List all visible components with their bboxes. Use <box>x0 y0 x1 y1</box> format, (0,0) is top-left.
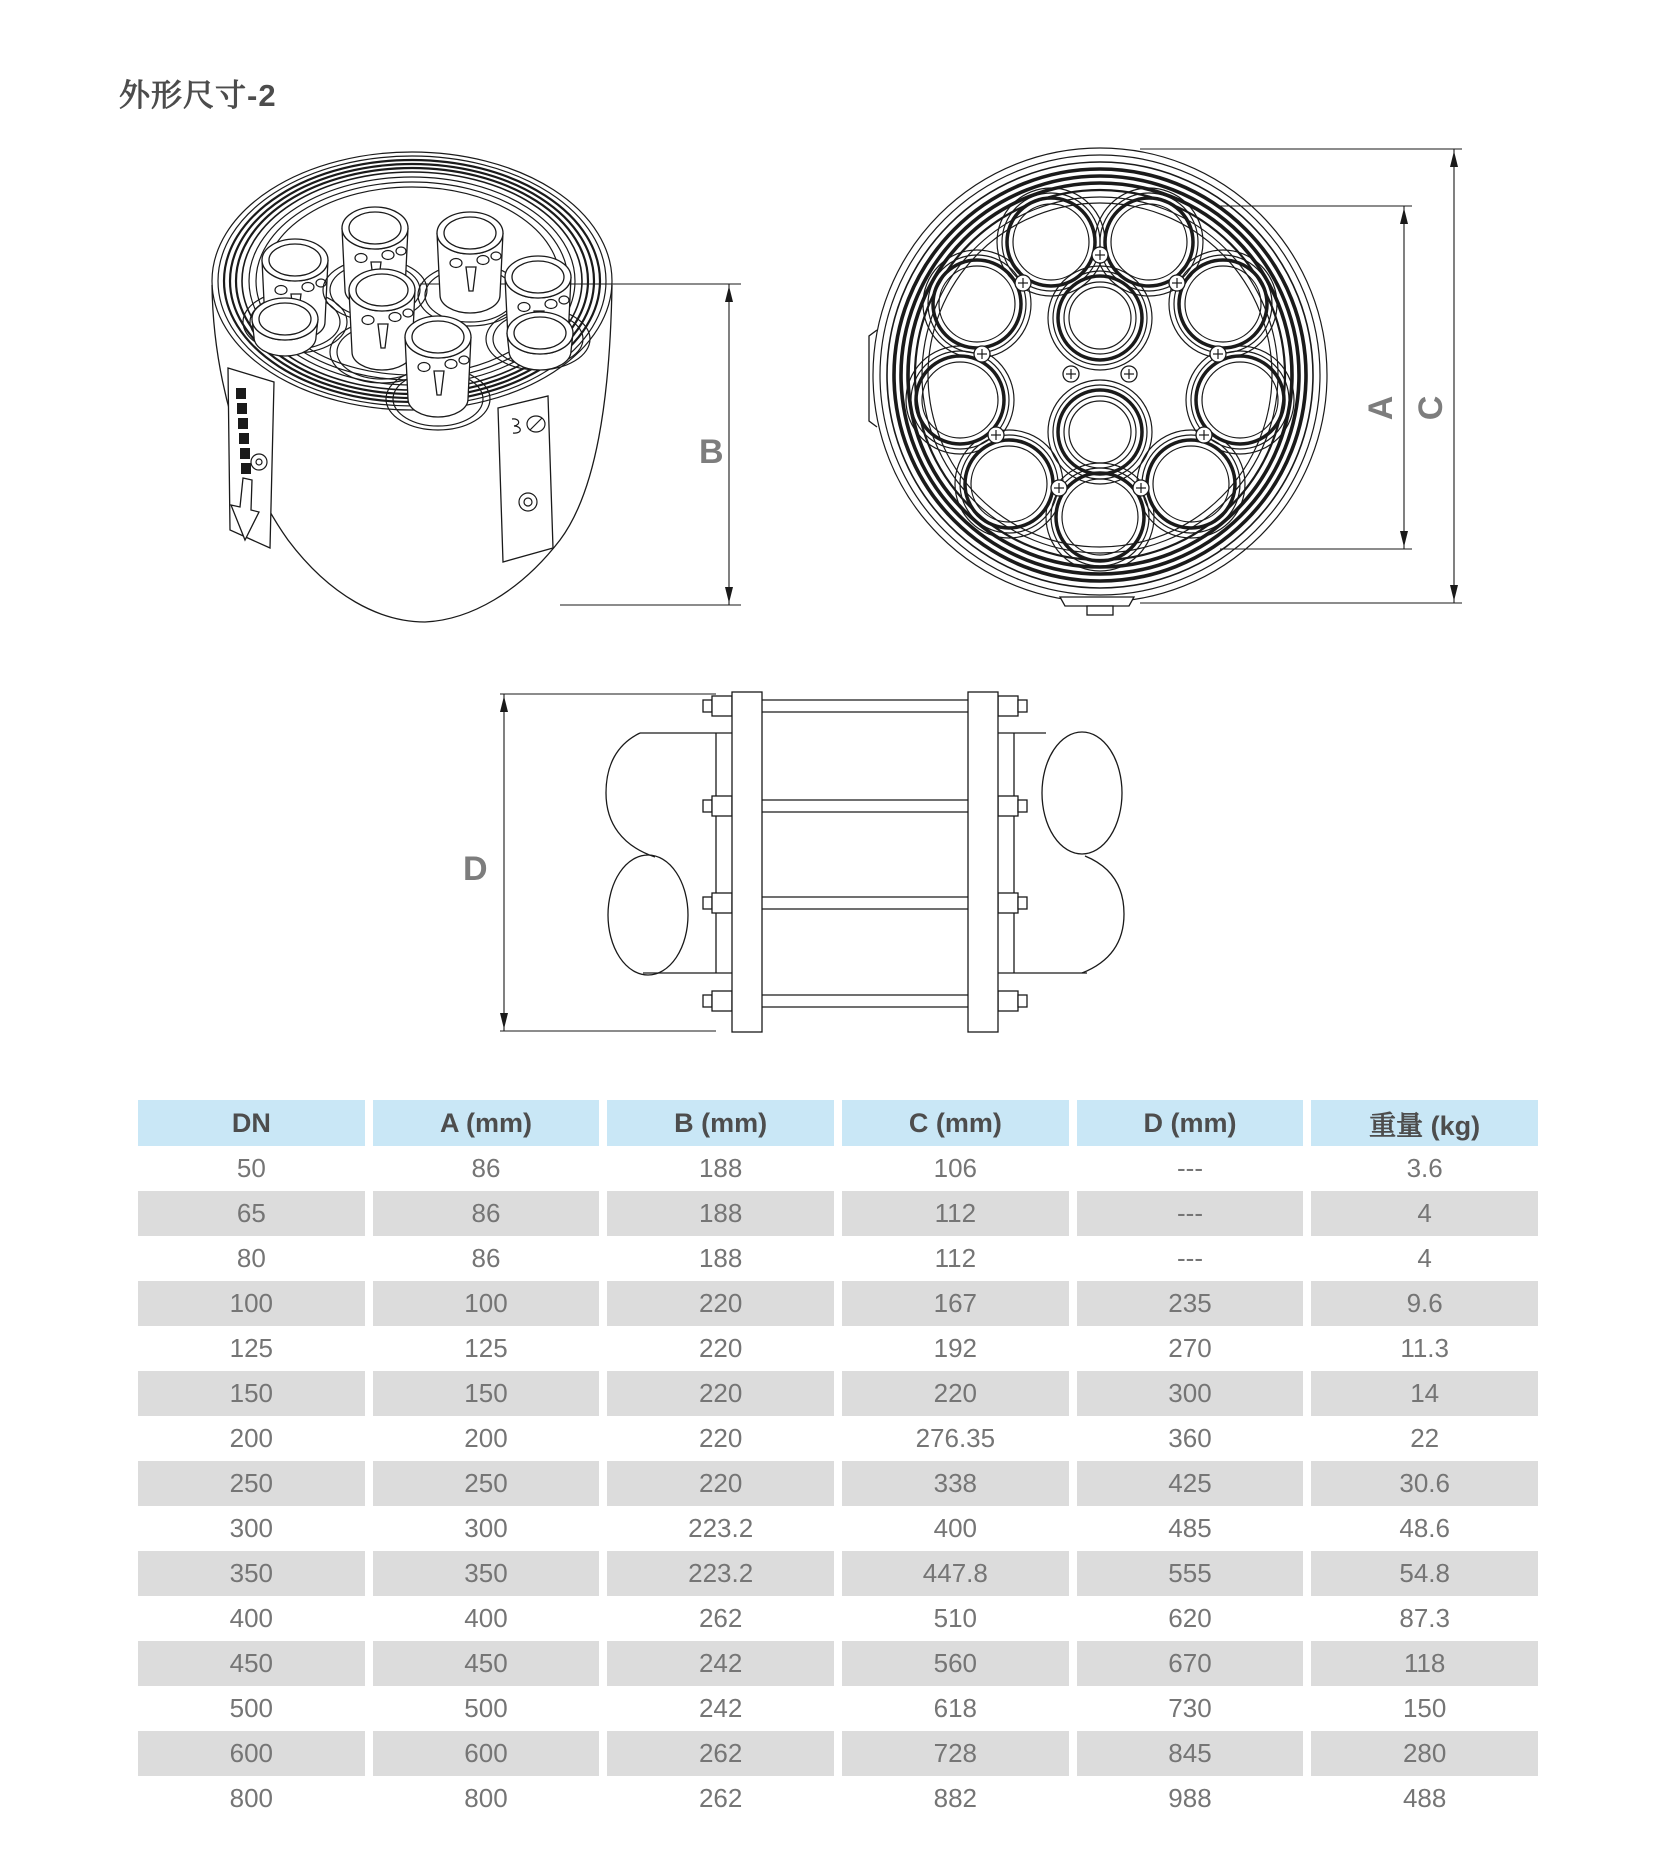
column-header: D (mm) <box>1077 1100 1304 1146</box>
table-cell: 728 <box>842 1731 1069 1776</box>
table-cell: 188 <box>607 1146 834 1191</box>
table-cell: 300 <box>373 1506 600 1551</box>
table-cell: 242 <box>607 1686 834 1731</box>
table-cell: 300 <box>1077 1371 1304 1416</box>
table-cell: 450 <box>373 1641 600 1686</box>
table-cell: 223.2 <box>607 1551 834 1596</box>
dim-label-a: A <box>1362 395 1400 421</box>
table-cell: 150 <box>138 1371 365 1416</box>
table-cell: 250 <box>138 1461 365 1506</box>
table-cell: 220 <box>842 1371 1069 1416</box>
table-cell: --- <box>1077 1191 1304 1236</box>
dimension-b <box>560 284 741 605</box>
table-cell: 845 <box>1077 1731 1304 1776</box>
table-cell: 235 <box>1077 1281 1304 1326</box>
table-cell: 150 <box>1311 1686 1538 1731</box>
table-row <box>138 1191 1538 1236</box>
table-cell: 86 <box>373 1191 600 1236</box>
dimension-spec-table <box>138 1100 1538 1821</box>
table-cell: 125 <box>138 1326 365 1371</box>
table-cell: 223.2 <box>607 1506 834 1551</box>
table-cell: 9.6 <box>1311 1281 1538 1326</box>
table-row <box>138 1416 1538 1461</box>
table-cell: 3.6 <box>1311 1146 1538 1191</box>
table-cell: 192 <box>842 1326 1069 1371</box>
table-cell: 485 <box>1077 1506 1304 1551</box>
table-cell: 450 <box>138 1641 365 1686</box>
table-cell: 270 <box>1077 1326 1304 1371</box>
table-cell: 150 <box>373 1371 600 1416</box>
table-row <box>138 1461 1538 1506</box>
table-cell: 200 <box>138 1416 365 1461</box>
table-cell: 555 <box>1077 1551 1304 1596</box>
table-cell: 280 <box>1311 1731 1538 1776</box>
table-row <box>138 1506 1538 1551</box>
table-cell: 262 <box>607 1731 834 1776</box>
table-row <box>138 1371 1538 1416</box>
table-cell: 262 <box>607 1776 834 1821</box>
table-cell: 112 <box>842 1236 1069 1281</box>
table-row <box>138 1236 1538 1281</box>
table-cell: 400 <box>373 1596 600 1641</box>
table-row <box>138 1776 1538 1821</box>
table-cell: 488 <box>1311 1776 1538 1821</box>
dim-label-d: D <box>463 850 488 888</box>
table-cell: 500 <box>138 1686 365 1731</box>
table-cell: 220 <box>607 1371 834 1416</box>
table-cell: 100 <box>373 1281 600 1326</box>
table-row <box>138 1281 1538 1326</box>
table-cell: 988 <box>1077 1776 1304 1821</box>
table-cell: 800 <box>373 1776 600 1821</box>
table-cell: 400 <box>138 1596 365 1641</box>
table-row <box>138 1641 1538 1686</box>
table-cell: 618 <box>842 1686 1069 1731</box>
table-row <box>138 1596 1538 1641</box>
table-cell: 600 <box>373 1731 600 1776</box>
table-cell: 600 <box>138 1731 365 1776</box>
table-cell: --- <box>1077 1146 1304 1191</box>
table-cell: 100 <box>138 1281 365 1326</box>
table-cell: 360 <box>1077 1416 1304 1461</box>
table-cell: 670 <box>1077 1641 1304 1686</box>
column-header: DN <box>138 1100 365 1146</box>
table-cell: 106 <box>842 1146 1069 1191</box>
dim-label-b: B <box>699 433 724 471</box>
table-cell: 262 <box>607 1596 834 1641</box>
table-cell: 14 <box>1311 1371 1538 1416</box>
table-cell: 510 <box>842 1596 1069 1641</box>
table-cell: 30.6 <box>1311 1461 1538 1506</box>
table-cell: 80 <box>138 1236 365 1281</box>
table-cell: 242 <box>607 1641 834 1686</box>
table-row <box>138 1326 1538 1371</box>
table-cell: 425 <box>1077 1461 1304 1506</box>
table-cell: 220 <box>607 1461 834 1506</box>
table-cell: 300 <box>138 1506 365 1551</box>
table-cell: 167 <box>842 1281 1069 1326</box>
column-header: C (mm) <box>842 1100 1069 1146</box>
table-cell: 50 <box>138 1146 365 1191</box>
table-cell: 86 <box>373 1146 600 1191</box>
table-cell: 22 <box>1311 1416 1538 1461</box>
table-cell: 11.3 <box>1311 1326 1538 1371</box>
table-cell: 400 <box>842 1506 1069 1551</box>
table-cell: 125 <box>373 1326 600 1371</box>
table-cell: 188 <box>607 1236 834 1281</box>
table-cell: 220 <box>607 1281 834 1326</box>
table-row <box>138 1731 1538 1776</box>
table-cell: 87.3 <box>1311 1596 1538 1641</box>
table-cell: 200 <box>373 1416 600 1461</box>
table-row <box>138 1686 1538 1731</box>
table-cell: 350 <box>138 1551 365 1596</box>
table-cell: 4 <box>1311 1236 1538 1281</box>
dimension-c <box>1140 149 1462 603</box>
table-cell: 447.8 <box>842 1551 1069 1596</box>
table-cell: 86 <box>373 1236 600 1281</box>
table-cell: 560 <box>842 1641 1069 1686</box>
table-cell: 112 <box>842 1191 1069 1236</box>
table-cell: 250 <box>373 1461 600 1506</box>
table-cell: --- <box>1077 1236 1304 1281</box>
table-cell: 276.35 <box>842 1416 1069 1461</box>
front-view-drawing <box>869 148 1462 615</box>
side-view-drawing <box>463 692 1124 1032</box>
table-cell: 500 <box>373 1686 600 1731</box>
table-cell: 338 <box>842 1461 1069 1506</box>
table-cell: 220 <box>607 1416 834 1461</box>
table-cell: 54.8 <box>1311 1551 1538 1596</box>
page-title: 外形尺寸-2 <box>119 78 277 113</box>
table-row <box>138 1551 1538 1596</box>
table-cell: 220 <box>607 1326 834 1371</box>
table-cell: 350 <box>373 1551 600 1596</box>
table-cell: 800 <box>138 1776 365 1821</box>
dim-label-c: C <box>1412 395 1450 421</box>
column-header: A (mm) <box>373 1100 600 1146</box>
screw-plate <box>498 396 553 562</box>
table-cell: 882 <box>842 1776 1069 1821</box>
table-cell: 118 <box>1311 1641 1538 1686</box>
spec-table-header <box>138 1100 1538 1146</box>
table-cell: 65 <box>138 1191 365 1236</box>
table-row <box>138 1146 1538 1191</box>
table-cell: 188 <box>607 1191 834 1236</box>
dimension-d <box>463 694 716 1031</box>
column-header: B (mm) <box>607 1100 834 1146</box>
label-plate <box>228 368 274 548</box>
spec-table-body <box>138 1146 1538 1821</box>
column-header: 重量 (kg) <box>1311 1100 1538 1146</box>
table-cell: 730 <box>1077 1686 1304 1731</box>
table-cell: 620 <box>1077 1596 1304 1641</box>
table-cell: 4 <box>1311 1191 1538 1236</box>
table-cell: 48.6 <box>1311 1506 1538 1551</box>
isometric-view-drawing <box>212 152 741 622</box>
